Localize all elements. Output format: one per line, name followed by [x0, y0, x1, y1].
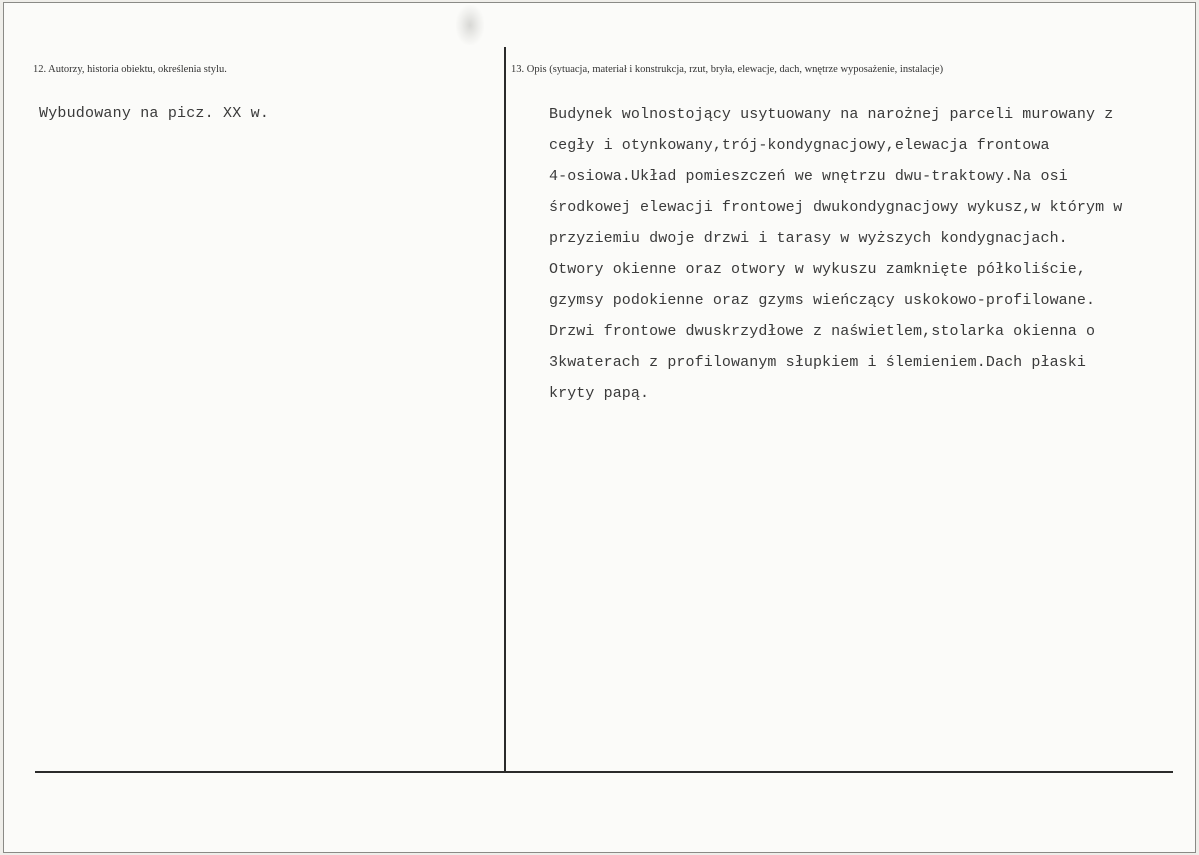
- description-line: Budynek wolnostojący usytuowany na narożnej parceli murowany z: [549, 106, 1114, 123]
- description-line: Otwory okienne oraz otwory w wykuszu zamknięte półkoliście,: [549, 261, 1086, 278]
- description-line: 3kwaterach z profilowanym słupkiem i ślemieniem.Dach płaski: [549, 354, 1086, 371]
- description-line: cegły i otynkowany,trój-kondygnacjowy,elewacja frontowa: [549, 137, 1050, 154]
- bottom-rule: [35, 771, 1173, 773]
- description-line: Drzwi frontowe dwuskrzydłowe z naświetlem,stolarka okienna o: [549, 323, 1096, 340]
- section-12-label: 12. Autorzy, historia obiektu, określenia stylu.: [33, 64, 227, 75]
- description-line: przyziemiu dwoje drzwi i tarasy w wyższych kondygnacjach.: [549, 230, 1068, 247]
- description-line: gzymsy podokienne oraz gzyms wieńczący uskokowo-profilowane.: [549, 292, 1096, 309]
- record-card: [3, 2, 1196, 853]
- section-13-description: [549, 99, 1122, 409]
- description-line: środkowej elewacji frontowej dwukondygnacjowy wykusz,w którym w: [549, 199, 1123, 216]
- section-12-text: Wybudowany na picz. XX w.: [39, 105, 270, 122]
- section-13-label: 13. Opis (sytuacja, materiał i konstrukcja, rzut, bryła, elewacje, dach, wnętrze wyposażenie, instalacje): [511, 64, 944, 75]
- description-line: 4-osiowa.Układ pomieszczeń we wnętrzu dwu-traktowy.Na osi: [549, 168, 1068, 185]
- paper-smudge: [456, 5, 484, 45]
- description-line: kryty papą.: [549, 385, 650, 402]
- column-divider: [504, 47, 506, 773]
